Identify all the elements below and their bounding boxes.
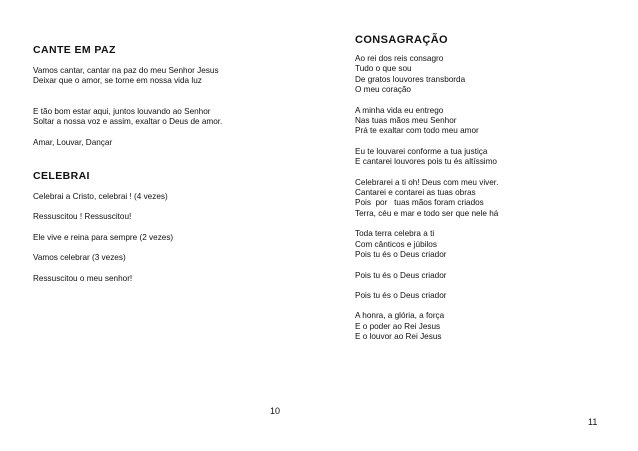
stanza bbox=[355, 178, 615, 220]
lyric-line: Toda terra celebra a ti bbox=[355, 229, 435, 239]
stanza bbox=[355, 106, 615, 137]
lyric-line: Cantarei e contarei as tuas obras bbox=[355, 188, 476, 198]
stanza bbox=[33, 66, 303, 87]
lyric-line: Soltar a nossa voz e assim, exaltar o Deus de amor. bbox=[33, 117, 223, 127]
lyric-line: Eu te louvarei conforme a tua justiça bbox=[355, 146, 488, 156]
lyric-line: E cantarei louvores pois tu és altíssimo bbox=[355, 157, 497, 167]
lyric-line: Celebrai a Cristo, celebrai ! (4 vezes) bbox=[33, 192, 168, 202]
lyric-line: E o louvor ao Rei Jesus bbox=[355, 332, 442, 342]
lyric-line: Ele vive e reina para sempre (2 vezes) bbox=[33, 232, 174, 242]
lyric-line: A honra, a glória, a força bbox=[355, 311, 445, 321]
right-column bbox=[355, 34, 615, 343]
stanza bbox=[355, 311, 615, 342]
lyric-line: Prá te exaltar com todo meu amor bbox=[355, 126, 479, 136]
lyric-line: Pois tu és o Deus criador bbox=[355, 270, 447, 280]
lyric-line: Com cânticos e júbilos bbox=[355, 239, 437, 249]
stanza bbox=[33, 253, 303, 263]
song-title-consagracao: CONSAGRAÇÃO bbox=[355, 34, 449, 46]
song-title-cante-em-paz: CANTE EM PAZ bbox=[33, 44, 116, 56]
lyric-line: E tão bom estar aqui, juntos louvando ao Senhor bbox=[33, 106, 211, 116]
stanza bbox=[33, 212, 303, 222]
lyric-line: Ressuscitou o meu senhor! bbox=[33, 273, 133, 283]
lyric-line: Terra, céu e mar e todo ser que nele há bbox=[355, 208, 499, 218]
right-page bbox=[319, 0, 638, 451]
lyric-line: Deixar que o amor, se torne em nossa vida luz bbox=[33, 76, 202, 86]
stanza bbox=[33, 274, 303, 284]
page-number-right: 11 bbox=[588, 417, 598, 427]
stanza bbox=[33, 107, 303, 128]
lyric-line: Pois tu és o Deus criador bbox=[355, 290, 447, 300]
lyric-line: Celebrarei a ti oh! Deus com meu viver. bbox=[355, 177, 499, 187]
lyric-line: Vamos cantar, cantar na paz do meu Senhor Jesus bbox=[33, 66, 219, 75]
stanza bbox=[33, 138, 303, 148]
lyric-line: De gratos louvores transborda bbox=[355, 74, 466, 84]
lyric-line: E o poder ao Rei Jesus bbox=[355, 321, 441, 331]
lyric-line: Pois tu és o Deus criador bbox=[355, 250, 447, 260]
stanza bbox=[33, 233, 303, 243]
stanza bbox=[33, 192, 303, 202]
left-column bbox=[33, 44, 303, 284]
lyric-line: Tudo o que sou bbox=[355, 64, 412, 74]
lyric-line: Amar, Louvar, Dançar bbox=[33, 137, 113, 147]
stanza bbox=[355, 271, 615, 281]
lyric-line: A minha vida eu entrego bbox=[355, 105, 444, 115]
stanza bbox=[355, 147, 615, 168]
stanza bbox=[355, 54, 615, 96]
lyric-line: Ao rei dos reis consagro bbox=[355, 54, 444, 63]
song-title-celebrai: CELEBRAI bbox=[33, 170, 90, 183]
lyric-line: Vamos celebrar (3 vezes) bbox=[33, 253, 126, 263]
stanza bbox=[355, 291, 615, 301]
stanza bbox=[355, 229, 615, 260]
page-number-left: 10 bbox=[270, 406, 281, 416]
lyric-line: Nas tuas mãos meu Senhor bbox=[355, 116, 457, 126]
lyric-line: O meu coração bbox=[355, 85, 411, 95]
lyric-line: Pois por tuas mãos foram criados bbox=[355, 198, 484, 208]
lyric-line: Ressuscitou ! Ressuscitou! bbox=[33, 212, 132, 222]
